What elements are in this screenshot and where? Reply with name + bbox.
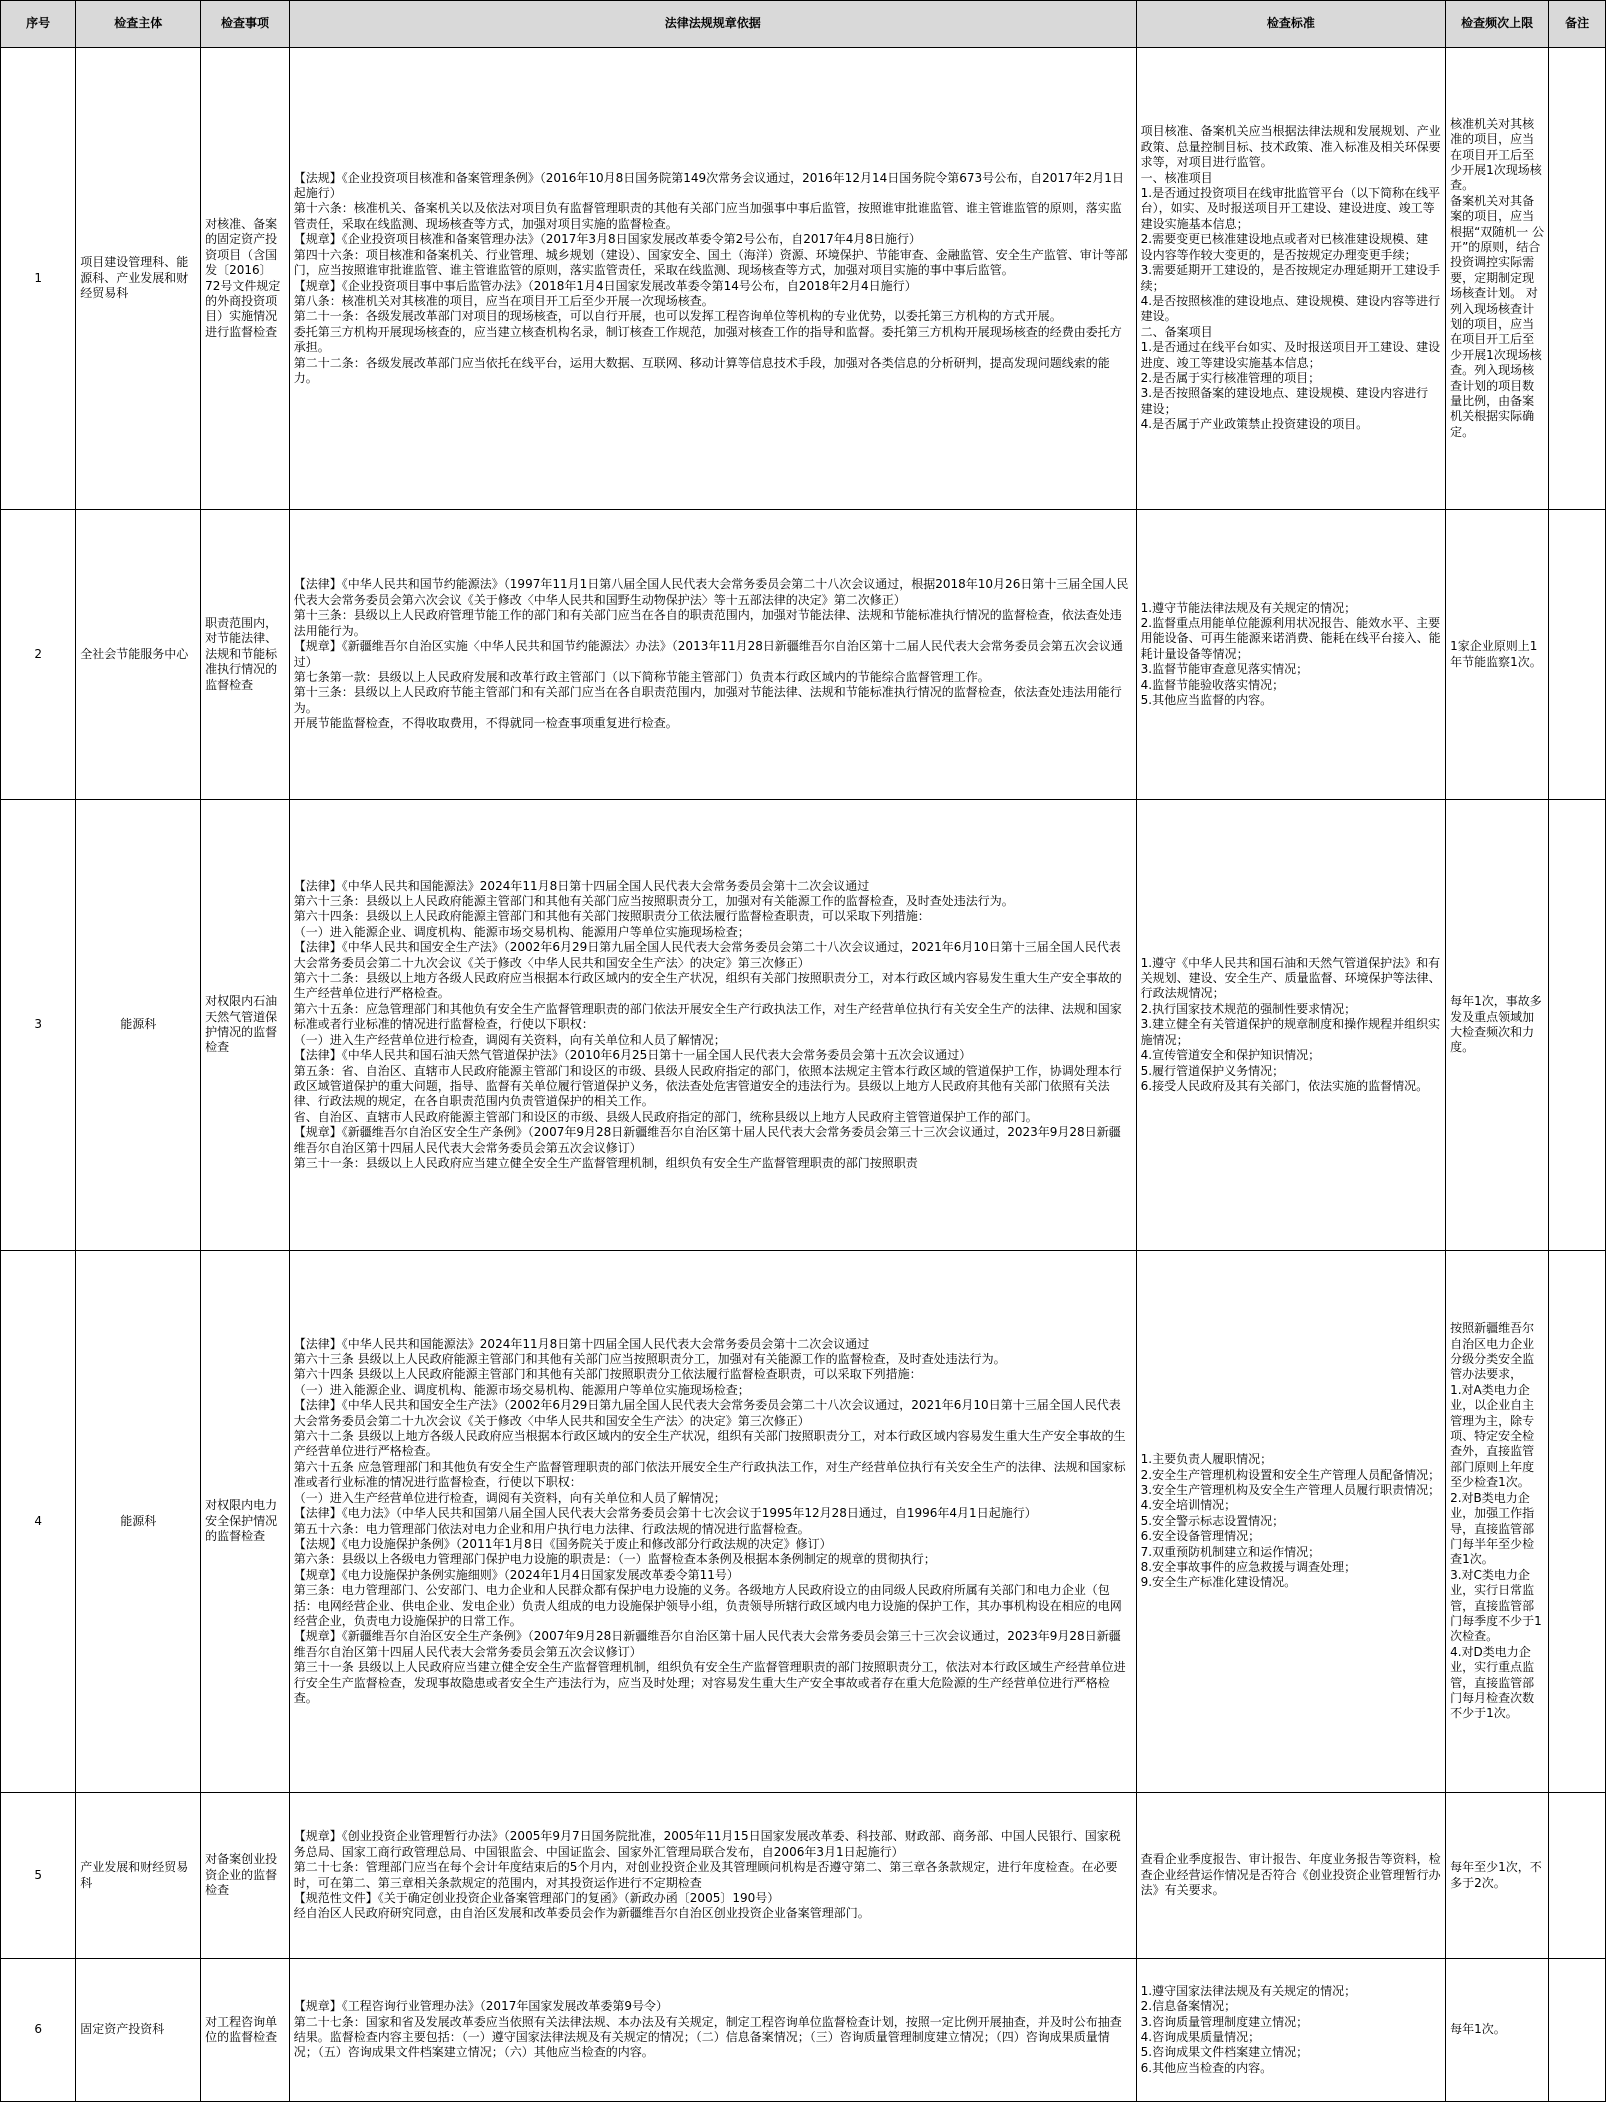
text-line: 一、核准项目 [1140,170,1213,185]
text-line: 【法律】《中华人民共和国安全生产法》（2002年6月29日第九届全国人民代表大会常务委员会第二十八次会议通过，2021年6月10日第十三届全国人民代表大会常务委员会第二十九次会议《关于修改〈中华人民共和国安全生产法〉的决定》第三次修正） [293,1398,1121,1428]
text-line: 第六十三条：县级以上人民政府能源主管部门和其他有关部门应当按照职责分工，加强对有关能源工作的监督检查，及时查处违法行为。 [293,894,1014,909]
text-line: 3.监督节能审查意见落实情况； [1140,662,1309,677]
text-line: 6.安全设备管理情况； [1140,1529,1261,1544]
text-line: 【法律】《中华人民共和国节约能源法》（1997年11月1日第八届全国人民代表大会常务委员会第二十八次会议通过，根据2018年10月26日第十三届全国人民代表大会常务委员会第六次会议《关于修改〈中华人民共和国野生动物保护法〉等十五部法律的决定》第二次修正） [293,577,1129,607]
inspection-subject: 能源科 [76,1251,201,1793]
inspection-frequency [1446,1959,1549,2102]
text-line: 第六十五条：应急管理部门和其他负有安全生产监督管理职责的部门依法开展安全生产行政执法工作，对生产经营单位执行有关安全生产的法律、法规和国家标准或者行业标准的情况进行监督检查，行使以下职权： [293,1001,1122,1032]
table-row [1,48,1606,510]
text-line: 【规章】《新疆维吾尔自治区安全生产条例》（2007年9月28日新疆维吾尔自治区第十届人民代表大会常务委员会第三十三次会议通过，2023年9月28日新疆维吾尔自治区第十四届人民代表大会常务委员会第五次会议修订） [293,1125,1121,1155]
text-line: （一）进入能源企业、调度机构、能源市场交易机构、能源用户等单位实施现场检查； [293,924,750,939]
text-line: 5.其他应当监督的内容。 [1140,693,1273,708]
text-line: 备案机关对其备案的项目，应当根据“双随机一 公开”的原则，结合投资调控实际需要，定期制定现场核查计划。 对列入现场核查计划的项目，应当在项目开工后至少开展1次现场核查。列入现场核查计划的项目数量比例，由备案机关根据实际确定。 [1450,193,1545,439]
text-line: 查看企业季度报告、审计报告、年度业务报告等资料，检查企业经营运作情况是否符合《创业投资企业管理暂行办法》有关要求。 [1140,1852,1441,1898]
text-line: 第六十三条 县级以上人民政府能源主管部门和其他有关部门应当按照职责分工，加强对有关能源工作的监督检查，及时查处违法行为。 [293,1352,1006,1367]
inspection-frequency [1446,800,1549,1251]
text-line: 【规章】《企业投资项目核准和备案管理办法》（2017年3月8日国家发展改革委令第2号公布，自2017年4月8日施行） [293,232,922,247]
text-line: 【规章】《新疆维吾尔自治区实施〈中华人民共和国节约能源法〉办法》（2013年11月28日新疆维吾尔自治区第十二届人民代表大会常务委员会第五次会议通过） [293,639,1123,669]
text-line: 第二十七条：管理部门应当在每个会计年度结束后的5个月内，对创业投资企业及其管理顾问机构是否遵守第二、第三章各条款规定，进行年度检查。在必要时，可在第二、第三章相关条款规定的范围内，对其投资运作进行不定期检查 [293,1860,1118,1890]
text-line: 3.咨询质量管理制度建立情况； [1140,2014,1309,2029]
text-line: 【规章】《电力设施保护条例实施细则》（2024年1月4日国家发展改革委令第11号） [293,1567,739,1582]
text-line: 第二十七条：国家和省及发展改革委应当依照有关法律法规、本办法及有关规定，制定工程咨询单位监督检查计划，按照一定比例开展抽查，并及时公布抽查结果。监督检查内容主要包括：（一）遵守国家法律法规及有关规定的情况；（二）信息备案情况；（三）咨询质量管理制度建立情况；（四）咨询成果质量情况；（五）咨询成果文件档案建立情况；（六）其他应当检查的内容。 [293,2014,1122,2060]
inspection-item: 对核准、备案的固定资产投资项目（含国发〔2016〕72号文件规定的外商投资项目）实施情况进行监督检查 [201,48,290,510]
text-line: 【法律】《中华人民共和国安全生产法》（2002年6月29日第九届全国人民代表大会常务委员会第二十八次会议通过，2021年6月10日第十三届全国人民代表大会常务委员会第二十九次会议《关于修改〈中华人民共和国安全生产法〉的决定》第三次修正） [293,940,1121,970]
text-line: 4.安全培训情况； [1140,1498,1237,1513]
text-line: 1.是否通过在线平台如实、及时报送项目开工建设、建设进度、竣工等建设实施基本信息； [1140,340,1441,370]
text-line: 第五条：省、自治区、直辖市人民政府能源主管部门和设区的市级、县级人民政府指定的部门，依照本法规定主管本行政区域的管道保护工作，协调处理本行政区域管道保护的重大问题，指导、监督有关单位履行管道保护义务，依法查处危害管道安全的违法行为。县级以上地方人民政府其他有关部门依照有关法律、行政法规的规定，在各自职责范围内负责管道保护的相关工作。 [293,1063,1122,1109]
text-line: 2.信息备案情况； [1140,1999,1237,2014]
text-line: 2.安全生产管理机构设置和安全生产管理人员配备情况； [1140,1467,1441,1482]
row-number: 2 [1,510,76,800]
text-line: 第五十六条：电力管理部门依法对电力企业和用户执行电力法律、行政法规的情况进行监督检查。 [293,1521,810,1536]
text-line: 【规章】《工程咨询行业管理办法》（2017年国家发展改革委第9号令） [293,1999,668,2014]
text-line: 2.执行国家技术规范的强制性要求情况； [1140,1001,1357,1016]
inspection-standard [1136,1251,1445,1793]
remark [1549,510,1606,800]
inspection-frequency [1446,1251,1549,1793]
text-line: 7.双重预防机制建立和运作情况； [1140,1544,1321,1559]
table-row [1,1793,1606,1959]
remark [1549,48,1606,510]
text-line: 2.对B类电力企业，加强工作指导，直接监管部门每半年至少检查1次。 [1450,1490,1535,1567]
inspection-standard [1136,510,1445,800]
text-line: 第八条：核准机关对其核准的项目，应当在项目开工后至少开展一次现场核查。 [293,293,714,308]
text-line: 5.安全警示标志设置情况； [1140,1513,1285,1528]
text-line: 9.安全生产标准化建设情况。 [1140,1575,1297,1590]
text-line: 【法律】《电力法》（中华人民共和国第八届全国人民代表大会常务委员会第十七次会议于1995年12月28日通过，自1996年4月1日起施行） [293,1506,1037,1521]
text-line: （一）进入能源企业、调度机构、能源市场交易机构、能源用户等单位实施现场检查； [293,1382,750,1397]
text-line: 1.主要负责人履职情况； [1140,1452,1273,1467]
legal-basis [289,48,1136,510]
inspection-subject: 固定资产投资科 [76,1959,201,2102]
legal-basis [289,510,1136,800]
inspection-frequency [1446,48,1549,510]
remark [1549,1793,1606,1959]
legal-basis [289,1959,1136,2102]
table-body [1,48,1606,2102]
text-line: 第三十一条 县级以上人民政府应当建立健全安全生产监督管理机制，组织负有安全生产监督管理职责的部门按照职责分工，依法对本行政区域生产经营单位进行安全生产监督检查，发现事故隐患或者安全生产违法行为，应当及时处理；对容易发生重大生产安全事故或者存在重大危险源的生产经营单位进行严格检查。 [293,1660,1126,1705]
text-line: 【规范性文件】《关于确定创业投资企业备案管理部门的复函》（新政办函〔2005〕190号） [293,1890,780,1905]
table-row [1,800,1606,1251]
inspection-frequency [1446,510,1549,800]
text-line: 第六十二条 县级以上地方各级人民政府应当根据本行政区域内的安全生产状况，组织有关部门按照职责分工，对本行政区域内容易发生重大生产安全事故的生产经营单位进行严格检查。 [293,1429,1126,1459]
row-number: 1 [1,48,76,510]
text-line: 【法规】《企业投资项目核准和备案管理条例》（2016年10月8日国务院第149次常务会议通过，2016年12月14日国务院令第673号公布，自2017年2月1日起施行） [293,170,1124,201]
legal-basis [289,1251,1136,1793]
text-line: 第六条：县级以上各级电力管理部门保护电力设施的职责是：（一）监督检查本条例及根据本条例制定的规章的贯彻执行； [293,1552,936,1567]
header-cell-basis: 法律法规规章依据 [289,1,1136,48]
text-line: 【规章】《新疆维吾尔自治区安全生产条例》（2007年9月28日新疆维吾尔自治区第十届人民代表大会常务委员会第三十三次会议通过，2023年9月28日新疆维吾尔自治区第十四届人民代表大会常务委员会第五次会议修订） [293,1629,1121,1659]
inspection-item: 职责范围内，对节能法律、法规和节能标准执行情况的监督检查 [201,510,290,800]
text-line: 3.安全生产管理机构及安全生产管理人员履行职责情况； [1140,1482,1441,1497]
row-number: 4 [1,1251,76,1793]
text-line: 第三十一条：县级以上人民政府应当建立健全安全生产监督管理机制，组织负有安全生产监督管理职责的部门按照职责 [293,1155,918,1170]
text-line: 1.遵守国家法律法规及有关规定的情况； [1140,1983,1357,1998]
text-line: 省、自治区、直辖市人民政府能源主管部门和设区的市级、县级人民政府指定的部门，统称县级以上地方人民政府主管管道保护工作的部门。 [293,1109,1038,1124]
text-line: 1家企业原则上1年节能监察1次。 [1450,639,1542,669]
inspection-subject: 项目建设管理科、能源科、产业发展和财经贸易科 [76,48,201,510]
inspection-subject: 产业发展和财经贸易科 [76,1793,201,1959]
text-line: 2.监督重点用能单位能源利用状况报告、能效水平、主要用能设备、可再生能源来诺消费、能耗在线平台接入、能耗计量设备等情况； [1140,615,1441,661]
text-line: 【法律】《中华人民共和国能源法》2024年11月8日第十四届全国人民代表大会常务委员会第十二次会议通过 [293,878,870,893]
text-line: 1.遵守《中华人民共和国石油和天然气管道保护法》和有关规划、建设、安全生产、质量监督、环境保护等法律、行政法规情况； [1140,955,1441,1001]
text-line: 第六十四条：县级以上人民政府能源主管部门和其他有关部门按照职责分工依法履行监督检查职责，可以采取下列措施： [293,909,930,924]
inspection-standard [1136,800,1445,1251]
text-line: 第十三条：县级以上人民政府节能主管部门和有关部门应当在各自职责范围内，加强对节能法律、法规和节能标准执行情况的监督检查，依法查处违法用能行为。 [293,685,1122,715]
text-line: （一）进入生产经营单位进行检查，调阅有关资料，向有关单位和人员了解情况； [293,1032,726,1047]
text-line: 8.安全事故事件的应急救援与调查处理； [1140,1560,1357,1575]
inspection-subject: 能源科 [76,800,201,1251]
text-line: 3.是否按照备案的建设地点、建设规模、建设内容进行 建设； [1140,386,1429,416]
text-line: 4.监督节能验收落实情况； [1140,677,1285,692]
text-line: 按照新疆维吾尔自治区电力企业分级分类安全监管办法要求， [1450,1321,1535,1382]
text-line: 【法规】《电力设施保护条例》（2011年1月8日《国务院关于废止和修改部分行政法规的决定》修订） [293,1536,832,1551]
text-line: 2.需要变更已核准建设地点或者对已核准建设规模、建 设内容等作较大变更的，是否按规定办理变更手续； [1140,232,1429,262]
text-line: 第十六条：核准机关、备案机关以及依法对项目负有监督管理职责的其他有关部门应当加强事中事后监管，按照谁审批谁监管、谁主管谁监管的原则，落实监管责任，采取在线监测、现场核查等方式，加强对项目实施的监督检查。 [293,201,1122,231]
remark [1549,1251,1606,1793]
text-line: （一）进入生产经营单位进行检查，调阅有关资料，向有关单位和人员了解情况； [293,1490,726,1505]
inspection-standard [1136,48,1445,510]
text-line: 2.是否属于实行核准管理的项目； [1140,370,1321,385]
row-number: 3 [1,800,76,1251]
text-line: 委托第三方机构开展现场核查的，应当建立核查机构名录，制订核查工作规范，加强对核查工作的指导和监督。委托第三方机构开展现场核查的经费由委托方承担。 [293,324,1122,355]
text-line: 1.遵守节能法律法规及有关规定的情况； [1140,600,1357,615]
header-cell-frequency: 检查频次上限 [1446,1,1549,48]
text-line: 4.是否属于产业政策禁止投资建设的项目。 [1140,417,1369,432]
header-cell-standard: 检查标准 [1136,1,1445,48]
text-line: 第六十二条：县级以上地方各级人民政府应当根据本行政区域内的安全生产状况，组织有关部门按照职责分工，对本行政区域内容易发生重大生产安全事故的生产经营单位进行严格检查。 [293,971,1122,1001]
text-line: 4.对D类电力企业，实行重点监管，直接监管部门每月检查次数不少于1次。 [1450,1644,1535,1721]
text-line: 第六十五条 应急管理部门和其他负有安全生产监督管理职责的部门依法开展安全生产行政执法工作，对生产经营单位执行有关安全生产的法律、法规和国家标准或者行业标准的情况进行监督检查，行使以下职权： [293,1459,1126,1490]
inspection-item: 对权限内石油天然气管道保护情况的监督检查 [201,800,290,1251]
text-line: 第二十二条：各级发展改革部门应当依托在线平台，运用大数据、互联网、移动计算等信息技术手段，加强对各类信息的分析研判，提高发现问题线索的能力。 [293,355,1110,385]
header-cell-remark: 备注 [1549,1,1606,48]
text-line: 【规章】《创业投资企业管理暂行办法》（2005年9月7日国务院批准，2005年11月15日国家发展改革委、科技部、财政部、商务部、中国人民银行、国家税务总局、国家工商行政管理总局、中国银监会、中国证监会、国家外汇管理局联合发布，自2006年3月1日起施行） [293,1829,1121,1859]
inspection-standard [1136,1959,1445,2102]
header-cell-subject: 检查主体 [76,1,201,48]
text-line: 经自治区人民政府研究同意，由自治区发展和改革委员会作为新疆维吾尔自治区创业投资企业备案管理部门。 [293,1906,870,1921]
inspection-frequency [1446,1793,1549,1959]
text-line: 第七条第一款：县级以上人民政府发展和改革行政主管部门（以下简称节能主管部门）负责本行政区域内的节能综合监督管理工作。 [293,669,990,684]
text-line: 每年1次。 [1450,2022,1506,2037]
text-line: 4.宣传管道安全和保护知识情况； [1140,1048,1321,1063]
text-line: 3.对C类电力企业，实行日常监管，直接监管部门每季度不少于1次检查。 [1450,1567,1542,1644]
legal-basis [289,1793,1136,1959]
remark [1549,800,1606,1251]
remark [1549,1959,1606,2102]
inspection-item: 对工程咨询单位的监督检查 [201,1959,290,2102]
row-number: 6 [1,1959,76,2102]
text-line: 1.对A类电力企业，以企业自主管理为主，除专项、特定安全检查外，直接监管部门原则上年度至少检查1次。 [1450,1382,1535,1490]
table-row [1,1251,1606,1793]
text-line: 5.履行管道保护义务情况； [1140,1063,1285,1078]
text-line: 【法律】《中华人民共和国石油天然气管道保护法》（2010年6月25日第十一届全国人民代表大会常务委员会第十五次会议通过） [293,1048,972,1063]
text-line: 第四十六条：项目核准和备案机关、行业管理、城乡规划（建设）、国家安全、国土（海洋）资源、环境保护、节能审查、金融监管、安全生产监管、审计等部门，应当按照谁审批谁监管、谁主管谁监管的原则，落实监管责任，采取在线监测、现场核查等方式，加强对项目实施的事中事后监管。 [293,247,1128,278]
inspection-item: 对备案创业投资企业的监督检查 [201,1793,290,1959]
text-line: 4.咨询成果质量情况； [1140,2030,1261,2044]
text-line: 每年至少1次，不多于2次。 [1450,1860,1542,1890]
text-line: 第二十一条：各级发展改革部门对项目的现场核查，可以自行开展，也可以发挥工程咨询单位等机构的专业优势，以委托第三方机构的方式开展。 [293,309,1062,324]
text-line: 第三条：电力管理部门、公安部门、电力企业和人民群众都有保护电力设施的义务。各级地方人民政府设立的由同级人民政府所属有关部门和电力企业（包括：电网经营企业、供电企业、发电企业）负责人组成的电力设施保护领导小组，负责领导所辖行政区域内电力设施的保护工作，其办事机构设在相应的电网经营企业，负责电力设施保护的日常工作。 [293,1583,1122,1628]
header-row [1,1,1606,48]
text-line: 第十三条：县级以上人民政府管理节能工作的部门和有关部门应当在各自的职责范围内，加强对节能法律、法规和节能标准执行情况的监督检查，依法查处违法用能行为。 [293,608,1122,638]
text-line: 第六十四条 县级以上人民政府能源主管部门和其他有关部门按照职责分工依法履行监督检查职责，可以采取下列措施： [293,1367,922,1382]
text-line: 3.建立健全有关管道保护的规章制度和操作规程并组织实施情况； [1140,1017,1441,1047]
table-row [1,510,1606,800]
inspection-item: 对权限内电力安全保护情况的监督检查 [201,1251,290,1793]
header-cell-item: 检查事项 [201,1,290,48]
text-line: 项目核准、备案机关应当根据法律法规和发展规划、产业政策、总量控制目标、技术政策、准入标准及相关环保要求等，对项目进行监管。 [1140,124,1441,170]
text-line: 二、备案项目 [1140,324,1213,339]
table-row [1,1959,1606,2102]
text-line: 【法律】《中华人民共和国能源法》2024年11月8日第十四届全国人民代表大会常务委员会第十二次会议通过 [293,1336,870,1351]
text-line: 核准机关对其核准的项目，应当在项目开工后至少开展1次现场核查。 [1450,116,1542,193]
inspection-subject: 全社会节能服务中心 [76,510,201,800]
header-cell-no: 序号 [1,1,76,48]
text-line: 1.是否通过投资项目在线审批监管平台（以下简称在线平台），如实、及时报送项目开工建设、建设进度、竣工等 建设实施基本信息； [1140,186,1441,231]
text-line: 6.其他应当检查的内容。 [1140,2060,1273,2075]
inspection-standard [1136,1793,1445,1959]
text-line: 3.需要延期开工建设的，是否按规定办理延期开工建设手续； [1140,263,1441,293]
text-line: 【规章】《企业投资项目事中事后监管办法》（2018年1月4日国家发展改革委令第14号公布，自2018年2月4日施行） [293,278,917,293]
text-line: 6.接受人民政府及其有关部门，依法实施的监督情况。 [1140,1078,1429,1093]
text-line: 4.是否按照核准的建设地点、建设规模、建设内容等进行建设。 [1140,293,1441,324]
text-line: 每年1次，事故多发及重点领域加大检查频次和力度。 [1450,994,1542,1055]
text-line: 5.咨询成果文件档案建立情况； [1140,2045,1309,2060]
text-line: 开展节能监督检查，不得收取费用，不得就同一检查事项重复进行检查。 [293,716,678,731]
row-number: 5 [1,1793,76,1959]
legal-basis [289,800,1136,1251]
